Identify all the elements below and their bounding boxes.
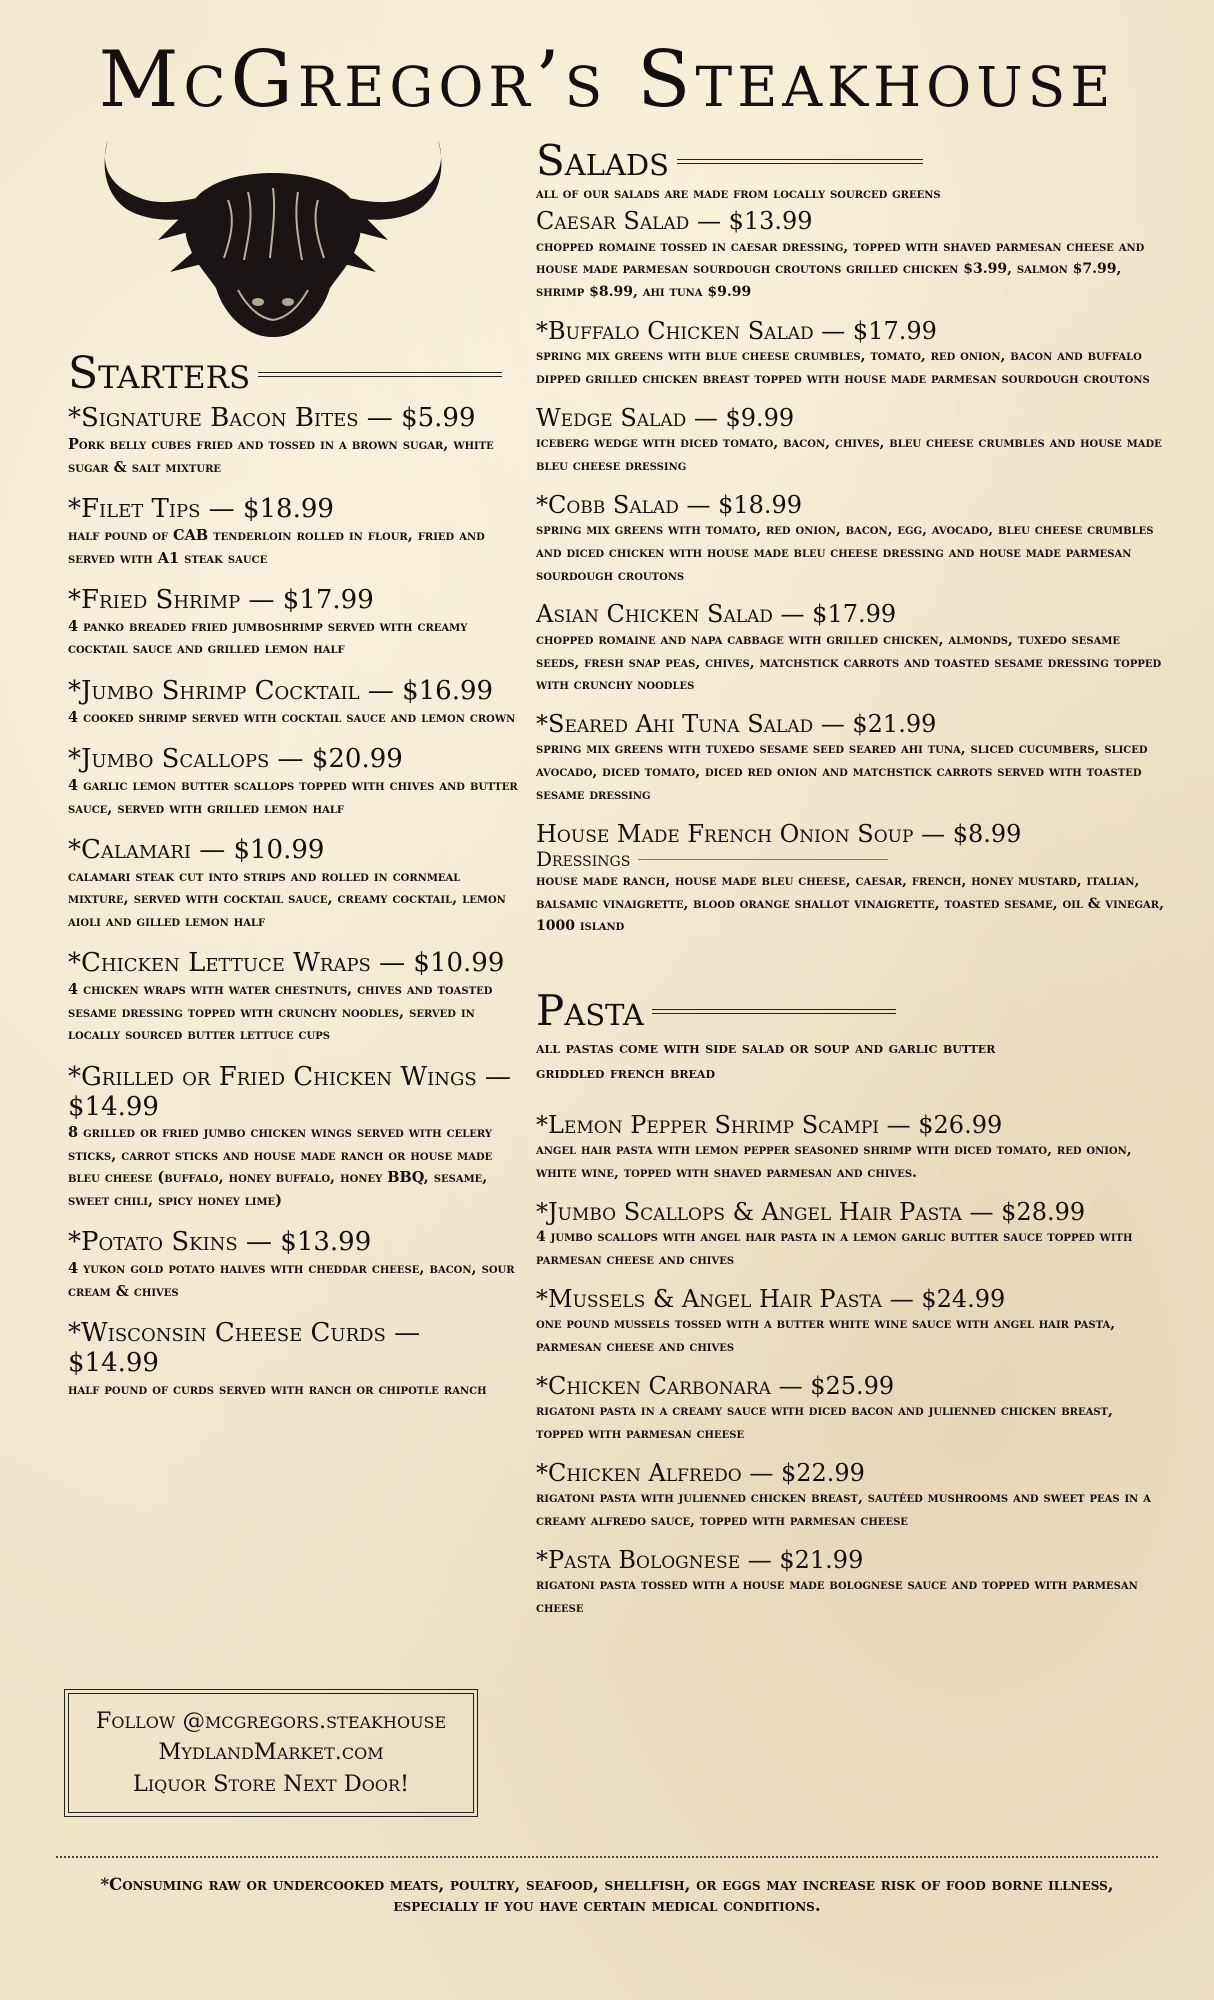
item-description: spring mix greens with tuxedo sesame seed seared ahi tuna, sliced cucumbers, sliced avocado, diced tomato, diced red onion and matchstick carrots served with toasted sesame dressing [536, 741, 1148, 803]
item-description: rigatoni pasta in a creamy sauce with diced bacon and julienned chicken breast, topped with parmesan cheese [536, 1403, 1113, 1442]
item-title: *Seared Ahi Tuna Salad — $21.99 [536, 709, 937, 738]
right-column [536, 138, 1164, 1634]
menu-item [536, 1460, 1164, 1533]
menu-item [536, 601, 1164, 697]
menu-item [68, 836, 518, 933]
pasta-heading: Pasta [536, 988, 1164, 1034]
item-description: Pork belly cubes fried and tossed in a brown sugar, white sugar & salt mixture [68, 436, 494, 476]
item-title: *Signature Bacon Bites — $5.99 [68, 403, 476, 434]
heading-rule [258, 372, 502, 377]
item-title: *Fried Shrimp — $17.99 [68, 585, 374, 616]
menu-item [536, 492, 1164, 588]
item-description: spring mix greens with blue cheese crumbles, tomato, red onion, bacon and buffalo dipped grilled chicken breast topped with house made parmesan sourdough croutons [536, 348, 1150, 388]
item-title: *Cobb Salad — $18.99 [536, 490, 803, 519]
salads-note: all of our salads are made from locally sourced greens [536, 186, 941, 203]
item-title: Wedge Salad — $9.99 [536, 403, 795, 432]
pasta-note: all pastas come with side salad or soup and garlic butter griddled french bread [536, 1038, 996, 1083]
item-description: 4 garlic lemon butter scallops topped with chives and butter sauce, served with grilled lemon half [68, 777, 518, 817]
item-title: *Jumbo Scallops & Angel Hair Pasta — $28.99 [536, 1197, 1086, 1226]
item-description: iceberg wedge with diced tomato, bacon, chives, bleu cheese crumbles and house made bleu cheese dressing [536, 435, 1162, 474]
dressings-list: house made ranch, house made bleu cheese, caesar, french, honey mustard, italian, balsamic vinaigrette, blood orange shallot vinaigrette, toasted sesame, oil & vinegar, 1000 island [536, 873, 1164, 935]
menu-item [68, 949, 518, 1046]
item-description: one pound mussels tossed with a butter white wine sauce with angel hair pasta, parmesan cheese and chives [536, 1316, 1116, 1356]
item-title: *Grilled or Fried Chicken Wings — $14.99 [68, 1061, 511, 1122]
heading-rule [638, 859, 888, 860]
salads-heading: Salads [536, 138, 1164, 184]
item-description: chopped romaine tossed in caesar dressing, topped with shaved parmesan cheese and house made parmesan sourdough croutons grilled chicken $3.99, salmon $7.99, shrimp $8.99, ahi tuna $9.99 [536, 238, 1145, 301]
menu-item [68, 404, 518, 479]
highland-bull-icon [98, 140, 448, 340]
item-description: 4 cooked shrimp served with cocktail sauce and lemon crown [68, 708, 516, 726]
item-title: *Chicken Carbonara — $25.99 [536, 1371, 895, 1400]
dressings-heading: Dressings [536, 848, 1164, 870]
item-title: *Filet Tips — $18.99 [68, 494, 334, 525]
menu-item [536, 1547, 1164, 1620]
item-title: *Buffalo Chicken Salad — $17.99 [536, 316, 937, 345]
item-title: *Pasta Bolognese — $21.99 [536, 1545, 864, 1574]
starters-section [68, 350, 518, 1417]
item-description: 4 chicken wraps with water chestnuts, chives and toasted sesame dressing topped with crunchy noodles, served in locally sourced butter lettuce cups [68, 981, 493, 1044]
menu-item [536, 405, 1164, 478]
item-description: 4 panko breaded fried jumboshrimp served with creamy cocktail sauce and grilled lemon half [68, 617, 468, 658]
item-title: *Chicken Alfredo — $22.99 [536, 1458, 865, 1487]
item-description: 8 grilled or fried jumbo chicken wings served with celery sticks, carrot sticks and house made ranch or house made bleu cheese (buffalo, honey buffalo, honey BBQ, sesame, sweet chili, spicy honey lime) [68, 1124, 493, 1209]
menu-item [536, 208, 1164, 304]
menu-item [68, 745, 518, 820]
item-title: Caesar Salad — $13.99 [536, 207, 813, 236]
disclaimer-line: *Consuming raw or undercooked meats, poultry, seafood, shellfish, or eggs may increase risk of food borne illness, [100, 1875, 1114, 1894]
item-description: rigatoni pasta with julienned chicken breast, sautéed mushrooms and sweet peas in a creamy alfredo sauce, topped with parmesan cheese [536, 1490, 1151, 1529]
website: MydlandMarket.com [158, 1739, 384, 1766]
food-safety-disclaimer [40, 1874, 1174, 1917]
social-handle: Follow @mcgregors.steakhouse [95, 1708, 447, 1735]
item-title: *Chicken Lettuce Wraps — $10.99 [68, 948, 505, 979]
item-description: calamari steak cut into strips and rolled in cornmeal mixture, served with cocktail sauce, creamy cocktail, lemon aioli and gilled lemon half [68, 867, 506, 930]
follow-box [68, 1693, 474, 1813]
disclaimer-line: especially if you have certain medical conditions. [393, 1896, 821, 1916]
item-title: *Jumbo Scallops — $20.99 [68, 744, 403, 775]
heading-rule [677, 159, 923, 164]
item-description: angel hair pasta with lemon pepper seasoned shrimp with diced tomato, red onion, white wine, topped with shaved parmesan and chives. [536, 1142, 1132, 1182]
item-description: spring mix greens with tomato, red onion, bacon, egg, avocado, bleu cheese crumbles and diced chicken with house made bleu cheese dressing and house made parmesan sourdough croutons [536, 522, 1154, 584]
item-title: Asian Chicken Salad — $17.99 [536, 600, 897, 629]
item-title: *Lemon Pepper Shrimp Scampi — $26.99 [536, 1110, 1003, 1139]
page-title: McGregor’s Steakhouse [98, 35, 1116, 125]
menu-item [536, 1286, 1164, 1359]
menu-item [536, 1373, 1164, 1446]
item-description: rigatoni pasta tossed with a house made bolognese sauce and topped with parmesan cheese [536, 1577, 1138, 1616]
item-description: 4 yukon gold potato halves with cheddar cheese, bacon, sour cream & chives [68, 1260, 515, 1300]
menu-item [68, 1319, 518, 1401]
menu-item [68, 495, 518, 570]
menu-item [68, 1228, 518, 1303]
liquor-store-note: Liquor Store Next Door! [132, 1770, 410, 1797]
soup-title: House Made French Onion Soup — $8.99 [536, 819, 1022, 848]
menu-item [68, 586, 518, 661]
footer-divider [56, 1856, 1158, 1858]
item-title: *Potato Skins — $13.99 [68, 1227, 372, 1258]
heading-rule [652, 1009, 896, 1014]
item-title: *Wisconsin Cheese Curds — $14.99 [68, 1318, 421, 1379]
item-description: half pound of curds served with ranch or chipotle ranch [68, 1380, 487, 1398]
starters-heading: Starters [68, 350, 518, 398]
item-description: half pound of CAB tenderloin rolled in flour, fried and served with A1 steak sauce [68, 527, 485, 567]
menu-item [536, 1112, 1164, 1185]
menu-item [68, 1063, 518, 1213]
item-description: 4 jumbo scallops with angel hair pasta in a lemon garlic butter sauce topped with parmesan cheese and chives [536, 1229, 1133, 1269]
soup-item [536, 821, 1164, 939]
menu-item [68, 677, 518, 729]
item-title: *Jumbo Shrimp Cocktail — $16.99 [68, 675, 494, 706]
item-description: chopped romaine and napa cabbage with grilled chicken, almonds, tuxedo sesame seeds, fresh snap peas, chives, matchstick carrots and toasted sesame dressing topped with crunchy noodles [536, 631, 1162, 694]
menu-item [536, 711, 1164, 807]
item-title: *Mussels & Angel Hair Pasta — $24.99 [536, 1284, 1006, 1313]
menu-item [536, 318, 1164, 391]
item-title: *Calamari — $10.99 [68, 835, 325, 866]
menu-item [536, 1199, 1164, 1272]
